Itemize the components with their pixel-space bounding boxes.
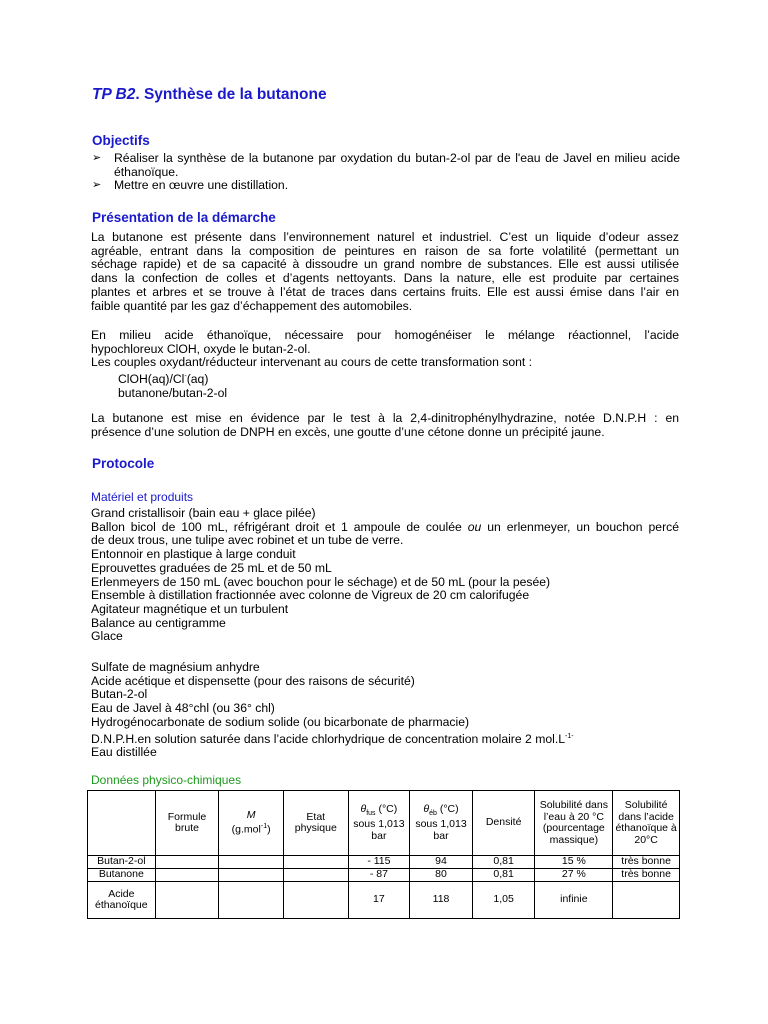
physico-chemical-table bbox=[87, 790, 680, 919]
objectif-item bbox=[92, 179, 680, 193]
text-line: dans la confection de colles et d’agents nettoyants. Dans la nature, elle est produite par certaines bbox=[91, 271, 679, 286]
materiel-item: Erlenmeyers de 150 mL (avec bouchon pour le séchage) et de 50 mL (pour la pesée) bbox=[91, 574, 551, 589]
cell-formule bbox=[155, 882, 219, 919]
cell-name: Butan-2-ol bbox=[88, 856, 156, 869]
objectif-text: Mettre en œuvre une distillation. bbox=[114, 178, 289, 193]
text-line: séchage rapide) et de sa capacité à dissoudre un grand nombre de substances. Elle est aussi utilisée bbox=[91, 257, 679, 272]
cell-eb: 94 bbox=[410, 856, 473, 869]
materiel-item: de deux trous, une tulipe avec robinet et un tube de verre. bbox=[91, 533, 404, 548]
table-row bbox=[88, 856, 680, 869]
cell-eb: 118 bbox=[410, 882, 473, 919]
header-theta-eb bbox=[410, 791, 473, 856]
redox-couple-1 bbox=[118, 370, 227, 387]
header-m-sup: -1 bbox=[260, 823, 268, 831]
cell-m bbox=[219, 869, 284, 882]
arrow-bullet-icon: ➢ bbox=[92, 152, 102, 164]
title-rest: . Synthèse de la butanone bbox=[135, 86, 327, 103]
cell-name: Butanone bbox=[88, 869, 156, 882]
header-formule: Formule brute bbox=[155, 791, 219, 856]
header-etat: Etat physique bbox=[283, 791, 348, 856]
text-line: La butanone est présente dans l’environnement naturel et industriel. C’est un liquide d’odeur assez bbox=[91, 230, 679, 244]
materiel-heading: Matériel et produits bbox=[91, 490, 194, 504]
cell-fus: - 115 bbox=[348, 856, 410, 869]
cell-densite: 0,81 bbox=[472, 869, 535, 882]
table-row bbox=[88, 869, 680, 882]
objectif-text: Réaliser la synthèse de la butanone par oxydation du butan-2-ol par de l'eau de Javel en milieu acide éthanoïque. bbox=[114, 151, 680, 179]
cell-sol-eau: 15 % bbox=[535, 856, 613, 869]
couple-1-main: ClOH(aq)/Cl bbox=[118, 372, 185, 387]
redox-couple-2: butanone/butan-2-ol bbox=[118, 385, 228, 400]
cell-densite: 1,05 bbox=[472, 882, 535, 919]
cell-sol-acide bbox=[613, 882, 680, 919]
produit-item: Butan-2-ol bbox=[91, 687, 148, 702]
couple-1-end: (aq) bbox=[186, 372, 209, 387]
objectifs-heading: Objectifs bbox=[92, 133, 150, 148]
table-header-row bbox=[88, 791, 680, 856]
header-m-unit: (g.mol bbox=[231, 823, 261, 836]
donnees-heading: Données physico-chimiques bbox=[91, 773, 242, 787]
cell-fus: 17 bbox=[348, 882, 410, 919]
materiel-item: Eprouvettes graduées de 25 mL et de 50 mL bbox=[91, 560, 332, 575]
text-line: agréable, entrant dans la composition de peintures en raison de sa forte volatilité (permettant un bbox=[91, 243, 679, 258]
presentation-paragraph-3 bbox=[91, 412, 679, 439]
header-empty bbox=[88, 791, 156, 856]
materiel-item: Balance au centigramme bbox=[91, 615, 226, 630]
materiel-item: Ensemble à distillation fractionnée avec colonne de Vigreux de 20 cm calorifugée bbox=[91, 588, 530, 603]
materiel-item: Ballon bicol de 100 mL, réfrigérant droit et 1 ampoule de coulée ou un erlenmeyer, un bouchon percé bbox=[91, 519, 680, 534]
produit-item: Eau distillée bbox=[91, 745, 157, 760]
cell-etat bbox=[283, 869, 348, 882]
objectif-item bbox=[92, 152, 680, 179]
materiel-item: Agitateur magnétique et un turbulent bbox=[91, 601, 289, 616]
dnph-sup: -1- bbox=[565, 732, 574, 740]
cell-sol-acide: très bonne bbox=[613, 869, 680, 882]
materiel-item: Entonnoir en plastique à large conduit bbox=[91, 547, 296, 562]
text-line: En milieu acide éthanoïque, nécessaire pour homogénéiser le mélange réactionnel, l’acide bbox=[91, 328, 679, 342]
header-sol-eau: Solubilité dans l’eau à 20 °C (pourcentage massique) bbox=[535, 791, 613, 856]
theta-sub: éb bbox=[429, 809, 437, 817]
header-m-symbol: M bbox=[246, 808, 256, 821]
cell-m bbox=[219, 856, 284, 869]
header-sol-acide: Solubilité dans l’acide éthanoïque à 20°C bbox=[613, 791, 680, 856]
materiel-item: Glace bbox=[91, 629, 123, 644]
cell-densite: 0,81 bbox=[472, 856, 535, 869]
theta-unit: (°C) sous 1,013 bar bbox=[353, 802, 405, 842]
couples-intro: Les couples oxydant/réducteur intervenant au cours de cette transformation sont : bbox=[91, 355, 533, 370]
text-line: La butanone est mise en évidence par le test à la 2,4-dinitrophénylhydrazine, notée D.N.P.H : en bbox=[91, 411, 679, 425]
dnph-text: D.N.P.H.en solution saturée dans l’acide chlorhydrique de concentration molaire 2 mol.L bbox=[91, 731, 565, 746]
table-row bbox=[88, 882, 680, 919]
presentation-paragraph-2 bbox=[91, 329, 679, 370]
cell-eb: 80 bbox=[410, 869, 473, 882]
materiel-list bbox=[91, 507, 679, 644]
header-m-close: ) bbox=[267, 823, 271, 836]
text-line: présence d’une solution de DNPH en excès, une goutte d’une cétone donne un précipité jaune. bbox=[91, 424, 605, 439]
cell-sol-eau: 27 % bbox=[535, 869, 613, 882]
title-prefix: TP B2 bbox=[92, 86, 136, 103]
produit-item: Acide acétique et dispensette (pour des raisons de sécurité) bbox=[91, 673, 415, 688]
produit-item: Hydrogénocarbonate de sodium solide (ou bicarbonate de pharmacie) bbox=[91, 714, 470, 729]
objectifs-list bbox=[92, 152, 680, 193]
header-densite: Densité bbox=[472, 791, 535, 856]
cell-formule bbox=[155, 869, 219, 882]
cell-name: Acide éthanoïque bbox=[88, 882, 156, 919]
text-line: hypochloreux ClOH, oxyde le butan-2-ol. bbox=[91, 341, 311, 356]
produit-item bbox=[91, 730, 679, 747]
theta-symbol: θ bbox=[360, 802, 367, 815]
arrow-bullet-icon: ➢ bbox=[92, 179, 102, 192]
redox-couples bbox=[118, 370, 227, 400]
theta-unit: (°C) sous 1,013 bar bbox=[415, 802, 467, 842]
produit-item: Sulfate de magnésium anhydre bbox=[91, 660, 260, 674]
cell-fus: - 87 bbox=[348, 869, 410, 882]
produit-item: Eau de Javel à 48°chl (ou 36° chl) bbox=[91, 701, 275, 716]
cell-etat bbox=[283, 856, 348, 869]
cell-formule bbox=[155, 856, 219, 869]
theta-symbol: θ bbox=[423, 802, 430, 815]
protocole-heading: Protocole bbox=[92, 456, 155, 471]
couple-1-sup: - bbox=[184, 373, 187, 380]
produits-list bbox=[91, 661, 679, 760]
header-theta-fus bbox=[348, 791, 410, 856]
cell-sol-acide: très bonne bbox=[613, 856, 680, 869]
text-line: plantes et arbres et se trouve à l’état de traces dans certains fruits. Elle est aussi émise dans l’air en bbox=[91, 284, 679, 299]
cell-etat bbox=[283, 882, 348, 919]
text-line: faible quantité par les gaz d’échappement des automobiles. bbox=[91, 298, 413, 313]
header-molar-mass bbox=[219, 791, 284, 856]
presentation-heading: Présentation de la démarche bbox=[92, 210, 276, 225]
page-title bbox=[92, 86, 327, 104]
cell-m bbox=[219, 882, 284, 919]
theta-sub: fus bbox=[366, 809, 376, 817]
cell-sol-eau: infinie bbox=[535, 882, 613, 919]
materiel-item: Grand cristallisoir (bain eau + glace pilée) bbox=[91, 506, 316, 520]
presentation-paragraph-1 bbox=[91, 231, 679, 313]
